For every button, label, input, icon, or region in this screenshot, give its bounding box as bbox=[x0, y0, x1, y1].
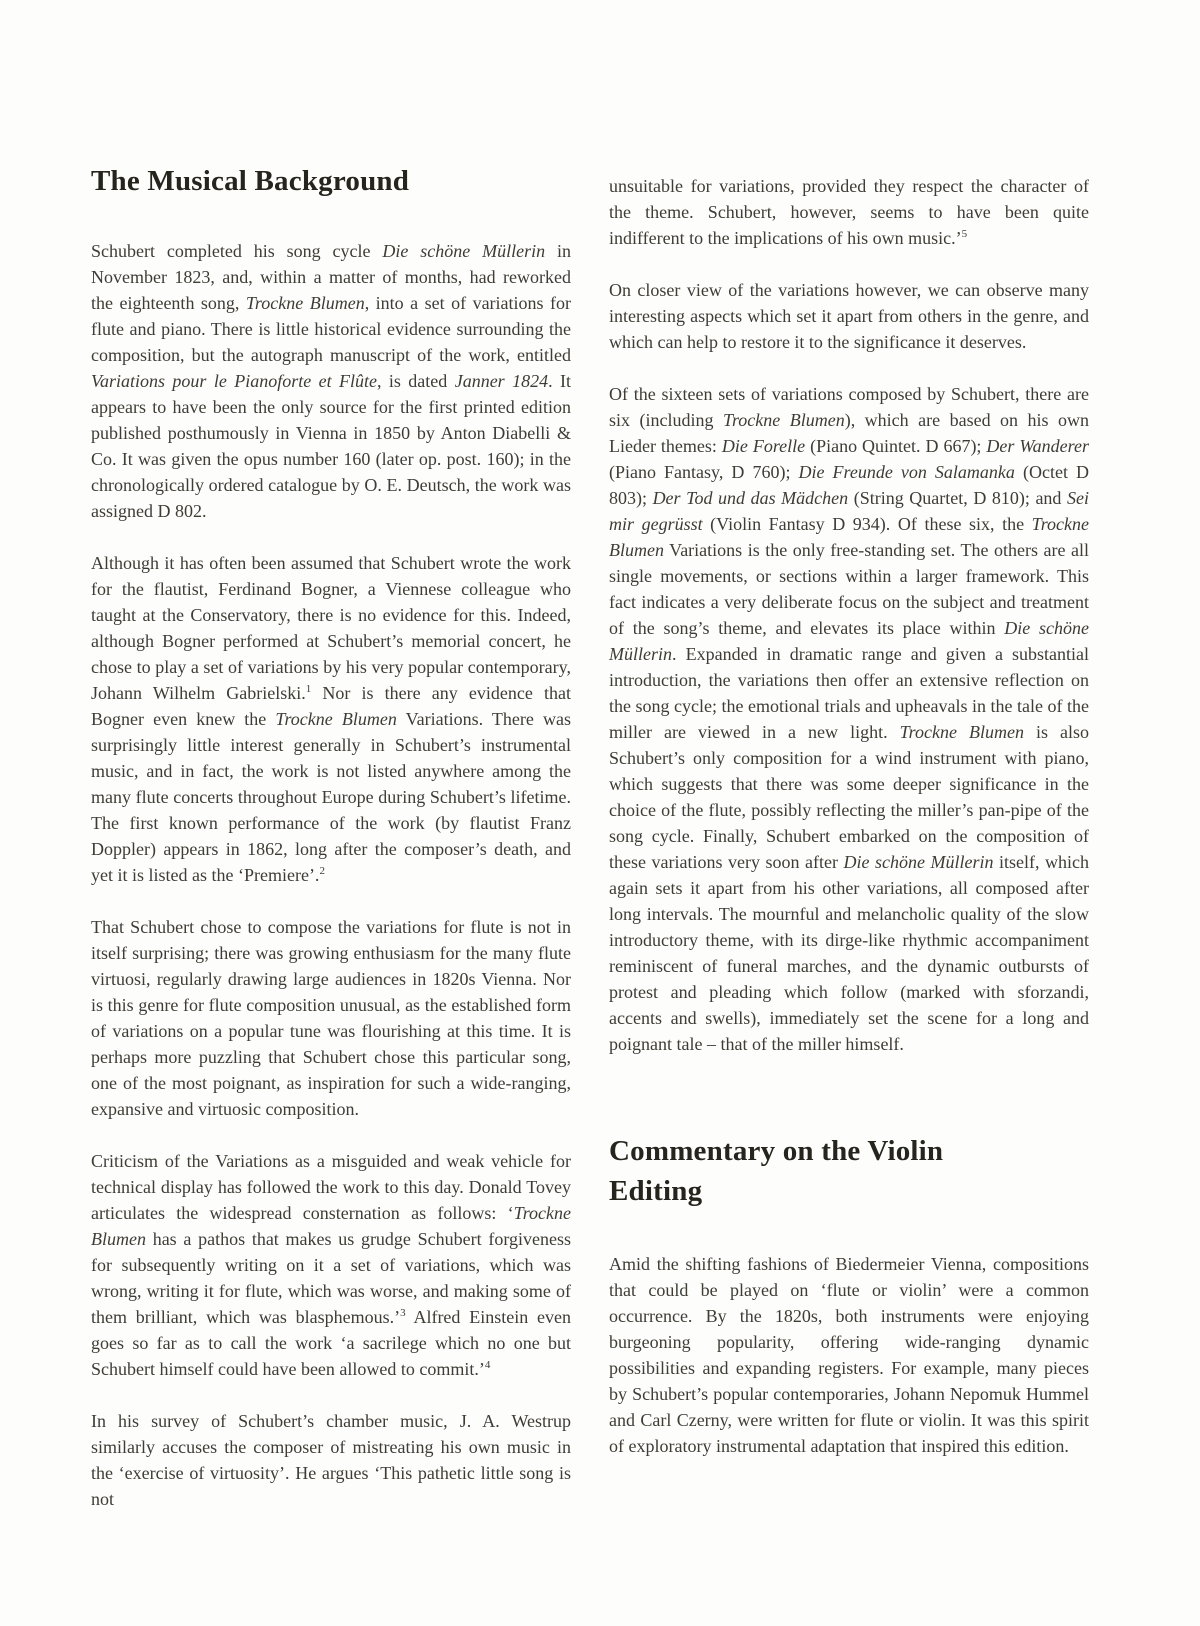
footnote-reference: 5 bbox=[961, 228, 968, 240]
heading-commentary-violin-editing: Commentary on the Violin Editing bbox=[609, 1135, 944, 1207]
footnote-reference: 4 bbox=[484, 1359, 491, 1371]
paragraph: Although it has often been assumed that Schubert wrote the work for the flautist, Ferdinand Bogner, a Viennese colleague who taught at the Conservatory, there is no evidence for this. Indeed, although Bogner performed at Schubert’s memorial concert, he chose to play a set of variations by his very popular contemporary, Johann Wilhelm Gabrielski.$^1$ Nor is there any evidence that Bogner even knew the Trockne Blumen Variations. There was surprisingly little interest generally in Schubert’s instrumental music, and in fact, the work is not listed anywhere among the many flute concerts throughout Europe during Schubert’s lifetime. The first known performance of the work (by flautist Franz Doppler) appears in 1862, long after the composer’s death, and yet it is listed as the ‘Premiere’.$^2$ bbox=[91, 553, 572, 885]
paragraph: That Schubert chose to compose the variations for flute is not in itself surprising; there was growing enthusiasm for the many flute virtuosi, regularly drawing large audiences in 1820s Vienna. Nor is this genre for flute composition unusual, as the established form of variations on a popular tune was flourishing at this time. It is perhaps more puzzling that Schubert chose this particular song, one of the most poignant, as inspiration for such a wide-ranging, expansive and virtuosic composition. bbox=[91, 917, 571, 1119]
right-column-top-paragraphs bbox=[609, 173, 1089, 1057]
right-column-bottom-paragraphs bbox=[609, 1251, 1089, 1459]
paragraph: Amid the shifting fashions of Biedermeier Vienna, compositions that could be played on ‘flute or violin’ were a common occurrence. By the 1820s, both instruments were enjoying burgeoning popularity, offering wide-ranging dynamic possibilities and expanding registers. For example, many pieces by Schubert’s popular contemporaries, Johann Nepomuk Hummel and Carl Czerny, were written for flute or violin. It was this spirit of exploratory instrumental adaptation that inspired this edition. bbox=[609, 1254, 1089, 1456]
paragraph: Criticism of the Variations as a misguided and weak vehicle for technical display has followed the work to this day. Donald Tovey articulates the widespread consternation as follows: ‘Trockne Blumen has a pathos that makes us grudge Schubert forgiveness for subsequently writing on it a set of variations, which was wrong, writing it for flute, which was worse, and making some of them brilliant, which was blasphemous.’$^3$ Alfred Einstein even goes so far as to call the work ‘a sacrilege which no one but Schubert himself could have been allowed to commit.’$^4$ bbox=[91, 1151, 571, 1379]
footnote-reference: 2 bbox=[319, 865, 325, 877]
footnote-reference: 1 bbox=[305, 683, 312, 695]
footnote-reference: 3 bbox=[400, 1307, 406, 1319]
paragraph: Of the sixteen sets of variations composed by Schubert, there are six (including Trockne Blumen), which are based on his own Lieder themes: Die Forelle (Piano Quintet. D 667); Der Wanderer (Piano Fantasy, D 760); Die Freunde von Salamanka (Octet D 803); Der Tod und das Mädchen (String Quartet, D 810); and Sei mir gegrüsst (Violin Fantasy D 934). Of these six, the Trockne Blumen Variations is the only free-standing set. The others are all single movements, or sections within a larger framework. This fact indicates a very deliberate focus on the subject and treatment of the song’s theme, and elevates its place within Die schöne Müllerin. Expanded in dramatic range and given a substantial introduction, the variations then offer an extensive reflection on the song cycle; the emotional trials and upheavals in the tale of the miller are viewed in a new light. Trockne Blumen is also Schubert’s only composition for a wind instrument with piano, which suggests that there was some deeper significance in the choice of the flute, possibly reflecting the miller’s pan-pipe of the song cycle. Finally, Schubert embarked on the composition of these variations very soon after Die schöne Müllerin itself, which again sets it apart from his other variations, all composed after long intervals. The mournful and melancholic quality of the slow introductory theme, with its dirge-like rhythmic accompaniment reminiscent of funeral marches, and the dynamic outbursts of protest and pleading which follow (marked with sforzandi, accents and swells), immediately set the scene for a long and poignant tale – that of the miller himself. bbox=[609, 384, 1090, 1054]
paragraph: In his survey of Schubert’s chamber music, J. A. Westrup similarly accuses the composer of mistreating his own music in the ‘exercise of virtuosity’. He argues ‘This pathetic little song is not bbox=[91, 1411, 571, 1509]
paragraph: Schubert completed his song cycle Die schöne Müllerin in November 1823, and, within a matter of months, had reworked the eighteenth song, Trockne Blumen, into a set of variations for flute and piano. There is little historical evidence surrounding the composition, but the autograph manuscript of the work, entitled Variations pour le Pianoforte et Flûte, is dated Janner 1824. It appears to have been the only source for the first printed edition published posthumously in Vienna in 1850 by Anton Diabelli & Co. It was given the opus number 160 (later op. post. 160); in the chronologically ordered catalogue by O. E. Deutsch, the work was assigned D 802. bbox=[91, 241, 572, 521]
two-column-layout bbox=[91, 162, 1200, 1512]
heading-musical-background: The Musical Background bbox=[91, 165, 410, 197]
paragraph: On closer view of the variations however, we can observe many interesting aspects which set it apart from others in the genre, and which can help to restore it to the significance it deserves. bbox=[609, 280, 1089, 352]
left-column-paragraphs bbox=[91, 238, 571, 1512]
right-column bbox=[609, 162, 1089, 1512]
left-column bbox=[91, 162, 571, 1512]
paragraph: unsuitable for variations, provided they respect the character of the theme. Schubert, however, seems to have been quite indifferent to the implications of his own music.’$^5$ bbox=[609, 176, 1089, 248]
